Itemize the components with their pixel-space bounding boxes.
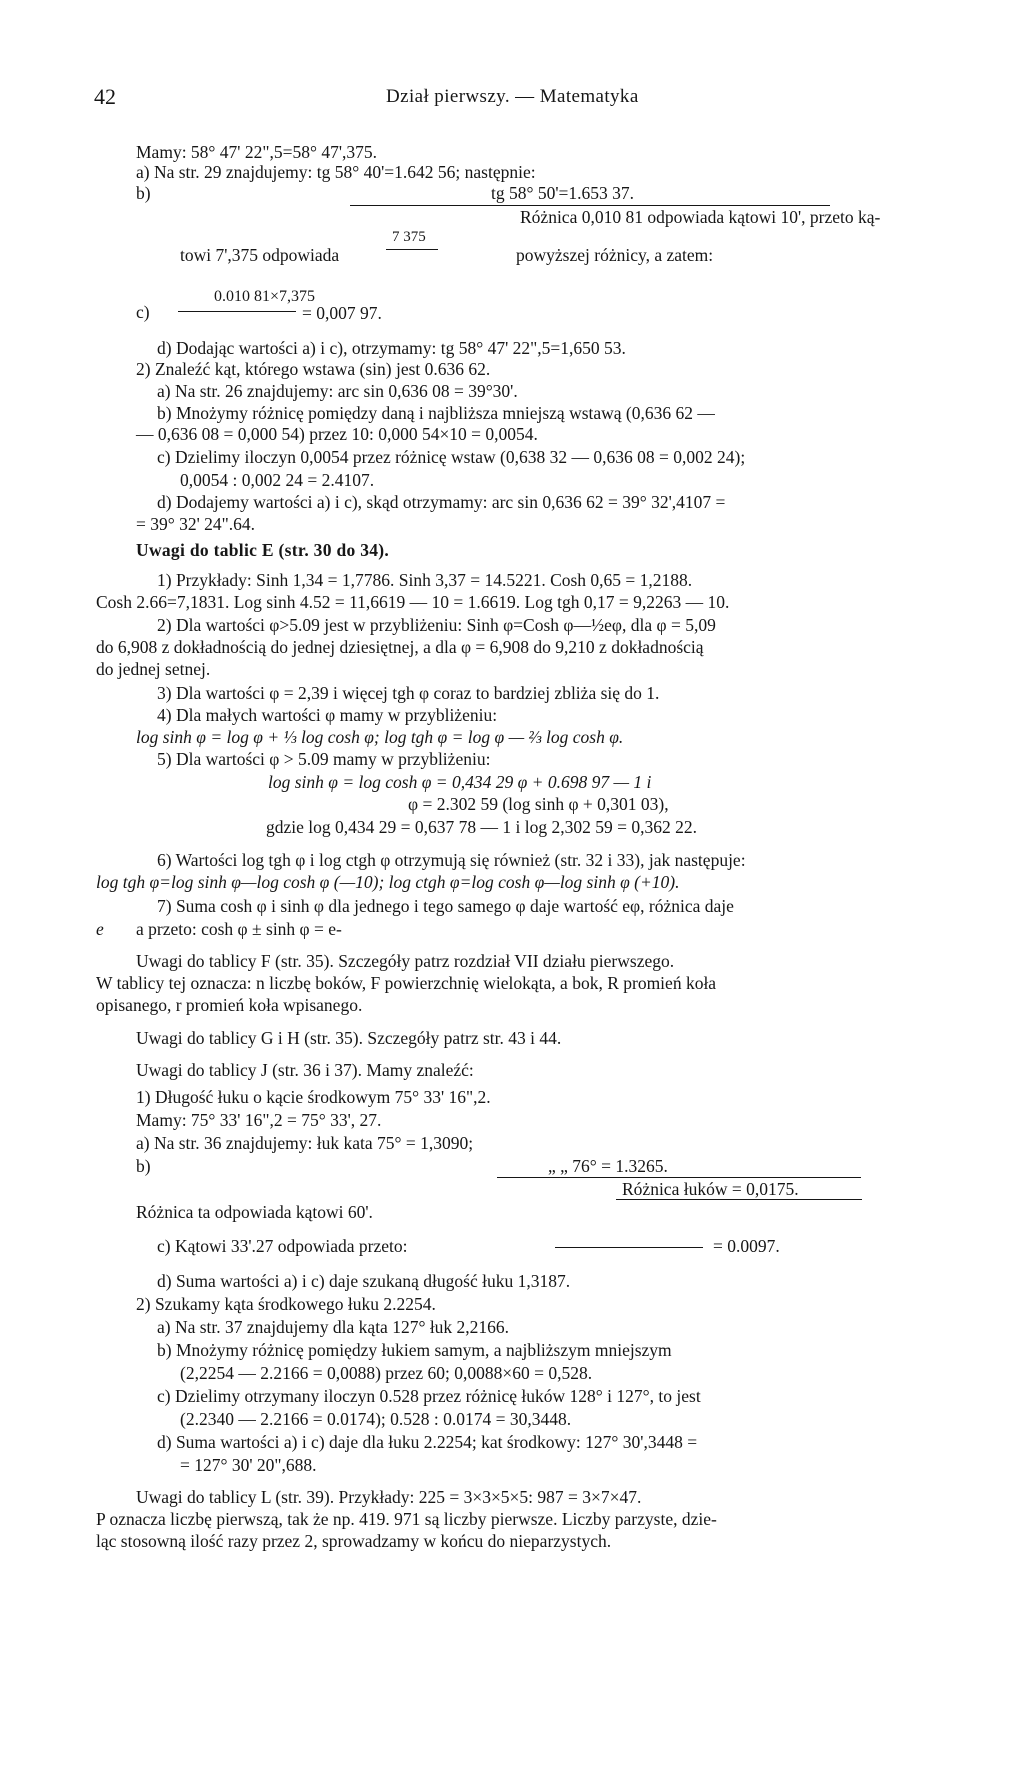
text-line: = 127° 30' 20",688. (180, 1455, 317, 1475)
text-line: c) Kątowi 33'.27 odpowiada przeto: (157, 1236, 408, 1256)
text-line: Cosh 2.66=7,1831. Log sinh 4.52 = 11,6619 — 10 = 1.6619. Log tgh 0,17 = 9,2263 — 10. (96, 592, 730, 612)
text-line: 1) Długość łuku o kącie środkowym 75° 33' 16",2. (136, 1087, 491, 1107)
formula-line: φ = 2.302 59 (log sinh φ + 0,301 03), (408, 794, 669, 814)
text-line: Różnica 0,010 81 odpowiada kątowi 10', przeto ką- (520, 207, 881, 227)
text-line: 5) Dla wartości φ > 5.09 mamy w przybliżeniu: (157, 749, 491, 769)
text-line: c) Dzielimy otrzymany iloczyn 0.528 przez różnicę łuków 128° i 127°, to jest (157, 1386, 701, 1406)
running-head: Dział pierwszy. — Matematyka (386, 86, 639, 107)
text-line: d) Suma wartości a) i c) daje dla łuku 2.2254; kat środkowy: 127° 30',3448 = (157, 1432, 698, 1452)
text-line: 0,0054 : 0,002 24 = 2.4107. (180, 470, 375, 490)
text-line: = 39° 32' 24".64. (136, 514, 256, 534)
fraction-bar (555, 1247, 703, 1248)
formula-line: log tgh φ=log sinh φ—log cosh φ (—10); log ctgh φ=log cosh φ—log sinh φ (+10). (96, 872, 680, 892)
fraction-bar (386, 249, 438, 250)
section-heading: Uwagi do tablic E (str. 30 do 34). (136, 540, 390, 560)
text-line: (2.2340 — 2.2166 = 0.0174); 0.528 : 0.0174 = 30,3448. (180, 1409, 572, 1429)
text-line: = 0,007 97. (302, 303, 382, 323)
text-line: a) Na str. 37 znajdujemy dla kąta 127° łuk 2,2166. (157, 1317, 510, 1337)
text-line: a) Na str. 26 znajdujemy: arc sin 0,636 08 = 39°30'. (157, 381, 518, 401)
text-line: a) Na str. 29 znajdujemy: tg 58° 40'=1.642 56; następnie: (136, 162, 536, 182)
text-line: Różnica łuków = 0,0175. (622, 1179, 799, 1199)
fraction-numerator: 0.010 81×7,375 (214, 288, 316, 305)
text-line: 1) Przykłady: Sinh 1,34 = 1,7786. Sinh 3,37 = 14.5221. Cosh 0,65 = 1,2188. (157, 570, 693, 590)
section-heading: Uwagi do tablicy J (str. 36 i 37). Mamy znaleźć: (136, 1060, 474, 1080)
text-line: b) Mnożymy różnicę pomiędzy daną i najbliższa mniejszą wstawą (0,636 62 — (157, 403, 715, 423)
formula-line: log sinh φ = log φ + ⅓ log cosh φ; log tgh φ = log φ — ⅔ log cosh φ. (136, 727, 624, 747)
text-line: 4) Dla małych wartości φ mamy w przybliżeniu: (157, 705, 498, 725)
text-line: opisanego, r promień koła wpisanego. (96, 995, 363, 1015)
section-heading: Uwagi do tablicy F (str. 35). Szczegóły patrz rozdział VII działu pierwszego. (136, 951, 675, 971)
text-line: = 0.0097. (713, 1236, 780, 1256)
text-line: d) Suma wartości a) i c) daje szukaną długość łuku 1,3187. (157, 1271, 571, 1291)
text-line: powyższej różnicy, a zatem: (516, 245, 714, 265)
text-line: „ „ 76° = 1.3265. (548, 1156, 668, 1176)
text-line: Różnica ta odpowiada kątowi 60'. (136, 1202, 373, 1222)
fraction-numerator: 7 375 (392, 229, 426, 245)
text-line: ląc stosowną ilość razy przez 2, sprowadzamy w końcu do nieparzystych. (96, 1531, 612, 1551)
page-number: 42 (94, 84, 116, 109)
text-line: b) (136, 183, 151, 203)
text-line: — 0,636 08 = 0,000 54) przez 10: 0,000 54×10 = 0,0054. (136, 424, 538, 444)
text-line: tg 58° 50'=1.653 37. (491, 183, 635, 203)
text-line: a przeto: cosh φ ± sinh φ = e- (136, 919, 342, 939)
text-line: b) Mnożymy różnicę pomiędzy łukiem samym, a najbliższym mniejszym (157, 1340, 672, 1360)
text-line: (2,2254 — 2.2166 = 0,0088) przez 60; 0,0088×60 = 0,528. (180, 1363, 593, 1383)
fraction-bar (178, 311, 296, 312)
text-line: towi 7',375 odpowiada (180, 245, 340, 265)
text-line: gdzie log 0,434 29 = 0,637 78 — 1 i log 2,302 59 = 0,362 22. (266, 817, 697, 837)
text-line: 6) Wartości log tgh φ i log ctgh φ otrzymują się również (str. 32 i 33), jak następuje: (157, 850, 746, 870)
text-line: do 6,908 z dokładnością do jednej dziesiętnej, a dla φ = 6,908 do 9,210 z dokładnością (96, 637, 704, 657)
text-line: e (96, 919, 104, 939)
formula-line: log sinh φ = log cosh φ = 0,434 29 φ + 0.698 97 — 1 i (268, 772, 652, 792)
text-line: 2) Znaleźć kąt, którego wstawa (sin) jest 0.636 62. (136, 359, 491, 379)
text-line: P oznacza liczbę pierwszą, tak że np. 419. 971 są liczby pierwsze. Liczby parzyste, dzie- (96, 1509, 717, 1529)
text-line: d) Dodając wartości a) i c), otrzymamy: tg 58° 47' 22",5=1,650 53. (157, 338, 626, 358)
text-line: a) Na str. 36 znajdujemy: łuk kata 75° = 1,3090; (136, 1133, 474, 1153)
text-line: d) Dodajemy wartości a) i c), skąd otrzymamy: arc sin 0,636 62 = 39° 32',4107 = (157, 492, 726, 512)
text-line: c) Dzielimy iloczyn 0,0054 przez różnicę wstaw (0,638 32 — 0,636 08 = 0,002 24); (157, 447, 746, 467)
text-line: 2) Dla wartości φ>5.09 jest w przybliżeniu: Sinh φ=Cosh φ—½eφ, dla φ = 5,09 (157, 615, 716, 635)
text-line: Mamy: 58° 47' 22",5=58° 47',375. (136, 142, 377, 162)
text-line: b) (136, 1156, 151, 1176)
text-line: do jednej setnej. (96, 659, 211, 679)
section-heading: Uwagi do tablicy G i H (str. 35). Szczegóły patrz str. 43 i 44. (136, 1028, 562, 1048)
text-line: c) (136, 302, 150, 322)
sum-rule (616, 1199, 862, 1200)
text-line: 7) Suma cosh φ i sinh φ dla jednego i tego samego φ daje wartość eφ, różnica daje (157, 896, 734, 916)
page-header (0, 84, 1024, 120)
text-line: Mamy: 75° 33' 16",2 = 75° 33', 27. (136, 1110, 382, 1130)
text-line: W tablicy tej oznacza: n liczbę boków, F powierzchnię wielokąta, a bok, R promień koła (96, 973, 717, 993)
section-heading: Uwagi do tablicy L (str. 39). Przykłady: 225 = 3×3×5×5: 987 = 3×7×47. (136, 1487, 642, 1507)
text-line: 3) Dla wartości φ = 2,39 i więcej tgh φ coraz to bardziej zbliża się do 1. (157, 683, 660, 703)
text-line: 2) Szukamy kąta środkowego łuku 2.2254. (136, 1294, 436, 1314)
